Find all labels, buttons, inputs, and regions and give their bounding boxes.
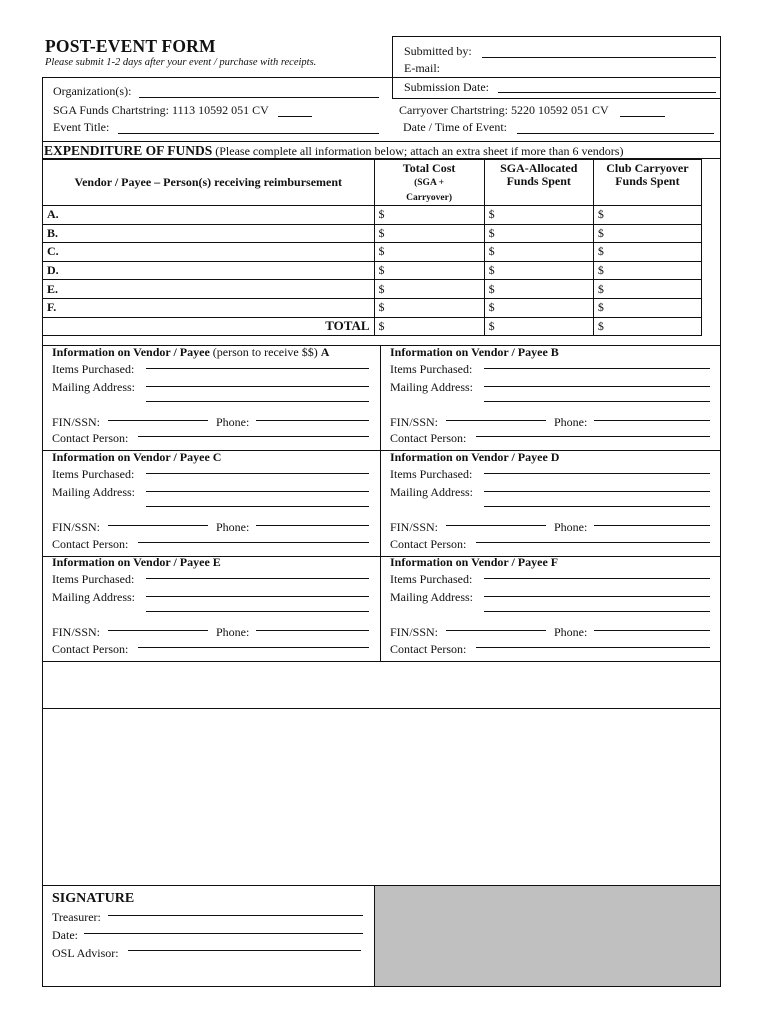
- sga-chartstring-field[interactable]: [278, 106, 312, 117]
- vendor-e-header: Information on Vendor / Payee E: [52, 555, 221, 569]
- osl-advisor-label: OSL Advisor:: [52, 946, 119, 960]
- event-title-field[interactable]: [118, 123, 379, 134]
- club-total-cell[interactable]: $: [593, 317, 701, 336]
- contact-person-label: Contact Person:: [390, 431, 467, 445]
- phone-label: Phone:: [554, 520, 588, 534]
- items-purchased-field[interactable]: [146, 574, 369, 579]
- contact-person-label: Contact Person:: [52, 431, 129, 445]
- mailing-address-field[interactable]: [146, 487, 369, 492]
- fin-ssn-field[interactable]: [446, 521, 546, 526]
- phone-label: Phone:: [216, 415, 250, 429]
- mailing-address-field[interactable]: [146, 592, 369, 597]
- items-purchased-label: Items Purchased:: [390, 467, 473, 481]
- phone-field[interactable]: [256, 521, 369, 526]
- carryover-chartstring-field[interactable]: [620, 106, 665, 117]
- contact-person-field[interactable]: [476, 432, 710, 437]
- mailing-address-field-2[interactable]: [484, 502, 710, 507]
- phone-label: Phone:: [216, 520, 250, 534]
- signature-date-label: Date:: [52, 928, 78, 942]
- table-row: B. $ $ $: [43, 224, 702, 243]
- items-purchased-field[interactable]: [146, 469, 369, 474]
- office-use-area: [375, 886, 720, 986]
- mailing-address-label: Mailing Address:: [390, 590, 473, 604]
- table-row: E. $ $ $: [43, 280, 702, 299]
- contact-person-label: Contact Person:: [52, 642, 129, 656]
- items-purchased-label: Items Purchased:: [390, 572, 473, 586]
- table-row: F. $ $ $: [43, 298, 702, 317]
- fin-ssn-label: FIN/SSN:: [390, 520, 439, 534]
- phone-label: Phone:: [554, 415, 588, 429]
- sga-cell[interactable]: $: [484, 224, 593, 243]
- club-cell[interactable]: $: [593, 261, 701, 280]
- total-cost-cell[interactable]: $: [374, 206, 484, 225]
- fin-ssn-field[interactable]: [108, 521, 208, 526]
- fin-ssn-label: FIN/SSN:: [52, 520, 101, 534]
- sga-cell[interactable]: $: [484, 298, 593, 317]
- phone-label: Phone:: [216, 625, 250, 639]
- vendor-f-header: Information on Vendor / Payee F: [390, 555, 559, 569]
- sga-cell[interactable]: $: [484, 243, 593, 262]
- fin-ssn-field[interactable]: [446, 416, 546, 421]
- vendor-c-header: Information on Vendor / Payee C: [52, 450, 222, 464]
- fin-ssn-field[interactable]: [108, 626, 208, 631]
- mailing-address-field-2[interactable]: [484, 397, 710, 402]
- carryover-chartstring-label: Carryover Chartstring: 5220 10592 051 CV: [399, 103, 609, 117]
- date-time-field[interactable]: [517, 123, 714, 134]
- submission-date-label: Submission Date:: [404, 80, 490, 94]
- items-purchased-field[interactable]: [484, 364, 710, 369]
- signature-heading: SIGNATURE: [52, 891, 135, 906]
- vendor-column-header: Vendor / Payee – Person(s) receiving reimbursement: [43, 160, 375, 206]
- club-cell[interactable]: $: [593, 224, 701, 243]
- sga-total-cell[interactable]: $: [484, 317, 593, 336]
- phone-field[interactable]: [256, 416, 369, 421]
- mailing-address-field[interactable]: [484, 592, 710, 597]
- mailing-address-label: Mailing Address:: [390, 380, 473, 394]
- total-cost-cell[interactable]: $: [374, 224, 484, 243]
- total-label: TOTAL: [43, 317, 375, 336]
- phone-field[interactable]: [594, 626, 710, 631]
- contact-person-field[interactable]: [138, 643, 369, 648]
- phone-field[interactable]: [594, 521, 710, 526]
- vendor-d-header: Information on Vendor / Payee D: [390, 450, 560, 464]
- phone-label: Phone:: [554, 625, 588, 639]
- comments-area[interactable]: [43, 709, 720, 885]
- treasurer-label: Treasurer:: [52, 910, 101, 924]
- mailing-address-field[interactable]: [146, 382, 369, 387]
- mailing-address-field-2[interactable]: [484, 607, 710, 612]
- table-row: C. $ $ $: [43, 243, 702, 262]
- form-subtitle: Please submit 1-2 days after your event / purchase with receipts.: [45, 57, 317, 68]
- total-cost-cell[interactable]: $: [374, 280, 484, 299]
- mailing-address-field[interactable]: [484, 382, 710, 387]
- expenditure-heading: EXPENDITURE OF FUNDS (Please complete all information below; attach an extra sheet if more than 6 vendors): [44, 143, 624, 158]
- items-purchased-label: Items Purchased:: [52, 572, 135, 586]
- total-row: [43, 317, 702, 336]
- contact-person-label: Contact Person:: [390, 642, 467, 656]
- items-purchased-label: Items Purchased:: [390, 362, 473, 376]
- notes-area[interactable]: [43, 662, 720, 708]
- email-label: E-mail:: [404, 61, 440, 75]
- fin-ssn-field[interactable]: [446, 626, 546, 631]
- sga-cell[interactable]: $: [484, 280, 593, 299]
- total-cost-cell[interactable]: $: [374, 298, 484, 317]
- contact-person-label: Contact Person:: [390, 537, 467, 551]
- submitted-by-field[interactable]: [482, 47, 716, 58]
- items-purchased-field[interactable]: [146, 364, 369, 369]
- mailing-address-label: Mailing Address:: [390, 485, 473, 499]
- phone-field[interactable]: [594, 416, 710, 421]
- club-cell[interactable]: $: [593, 280, 701, 299]
- sga-funds-column-header: SGA-Allocated Funds Spent: [484, 160, 593, 206]
- items-purchased-field[interactable]: [484, 469, 710, 474]
- sga-cell[interactable]: $: [484, 206, 593, 225]
- mailing-address-field-2[interactable]: [146, 502, 369, 507]
- club-cell[interactable]: $: [593, 298, 701, 317]
- total-cost-cell[interactable]: $: [374, 243, 484, 262]
- organizations-label: Organization(s):: [53, 84, 132, 98]
- mailing-address-field[interactable]: [484, 487, 710, 492]
- fin-ssn-field[interactable]: [108, 416, 208, 421]
- contact-person-field[interactable]: [138, 538, 369, 543]
- form-title: POST-EVENT FORM: [45, 36, 216, 56]
- mailing-address-field-2[interactable]: [146, 397, 369, 402]
- mailing-address-label: Mailing Address:: [52, 485, 135, 499]
- osl-advisor-signature-field[interactable]: [128, 946, 361, 951]
- vendor-a-block: Information on Vendor / Payee (person to receive $$) A: [52, 345, 330, 359]
- total-cost-column-header: Total Cost (SGA + Carryover): [374, 160, 484, 206]
- contact-person-field[interactable]: [476, 538, 710, 543]
- club-cell[interactable]: $: [593, 206, 701, 225]
- total-cost-cell[interactable]: $: [374, 261, 484, 280]
- sga-cell[interactable]: $: [484, 261, 593, 280]
- date-time-label: Date / Time of Event:: [403, 120, 507, 134]
- fin-ssn-label: FIN/SSN:: [390, 625, 439, 639]
- table-row: D. $ $ $: [43, 261, 702, 280]
- fin-ssn-label: FIN/SSN:: [52, 415, 101, 429]
- expenditure-table: [42, 159, 702, 336]
- club-carryover-column-header: Club Carryover Funds Spent: [593, 160, 701, 206]
- contact-person-field[interactable]: [476, 643, 710, 648]
- items-purchased-label: Items Purchased:: [52, 467, 135, 481]
- club-cell[interactable]: $: [593, 243, 701, 262]
- fin-ssn-label: FIN/SSN:: [390, 415, 439, 429]
- sga-chartstring-label: SGA Funds Chartstring: 1113 10592 051 CV: [53, 103, 269, 117]
- total-cost-total-cell[interactable]: $: [374, 317, 484, 336]
- treasurer-signature-field[interactable]: [108, 911, 363, 916]
- contact-person-label: Contact Person:: [52, 537, 129, 551]
- signature-date-field[interactable]: [84, 929, 363, 934]
- organizations-field[interactable]: [139, 87, 379, 98]
- vendor-b-header: Information on Vendor / Payee B: [390, 345, 559, 359]
- event-title-label: Event Title:: [53, 120, 110, 134]
- mailing-address-field-2[interactable]: [146, 607, 369, 612]
- items-purchased-field[interactable]: [484, 574, 710, 579]
- fin-ssn-label: FIN/SSN:: [52, 625, 101, 639]
- phone-field[interactable]: [256, 626, 369, 631]
- mailing-address-label: Mailing Address:: [52, 590, 135, 604]
- submitted-by-label: Submitted by:: [404, 44, 472, 58]
- items-purchased-label: Items Purchased:: [52, 362, 135, 376]
- table-row: A. $ $ $: [43, 206, 702, 225]
- mailing-address-label: Mailing Address:: [52, 380, 135, 394]
- submission-date-field[interactable]: [498, 82, 716, 93]
- contact-person-field[interactable]: [138, 432, 369, 437]
